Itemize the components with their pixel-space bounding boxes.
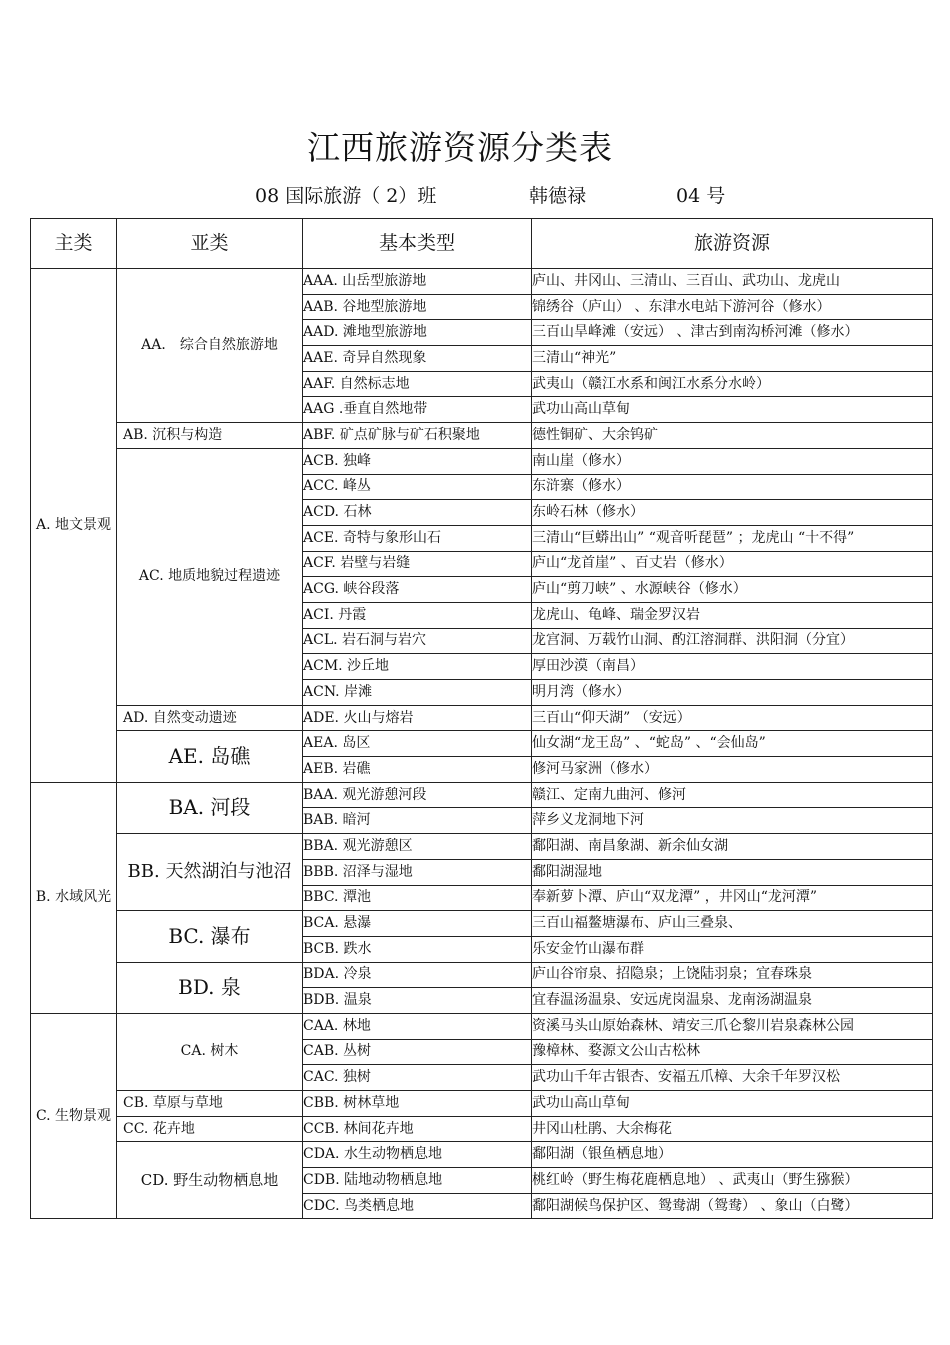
table-row: [31, 911, 933, 937]
class-info: 08 国际旅游（ 2）班: [255, 185, 437, 207]
main-class-c: C. 生物景观: [31, 1013, 117, 1219]
resource-cell: 萍乡义龙洞地下河: [532, 808, 933, 834]
resource-cell: 东岭石林（修水）: [532, 500, 933, 526]
student-number: 04 号: [676, 185, 726, 207]
resource-cell: 厚田沙漠（南昌）: [532, 654, 933, 680]
type-cell: BCA. 悬瀑: [303, 911, 532, 937]
resource-cell: 鄱阳湖湿地: [532, 859, 933, 885]
resource-cell: 锦绣谷（庐山） 、东津水电站下游河谷（修水）: [532, 294, 933, 320]
subclass-ae: AE. 岛礁: [117, 731, 303, 782]
subclass-ad: AD. 自然变动遗迹: [117, 705, 303, 731]
type-cell: AAF. 自然标志地: [303, 371, 532, 397]
type-cell: BAA. 观光游憩河段: [303, 782, 532, 808]
type-cell: BBA. 观光游憩区: [303, 834, 532, 860]
resource-cell: 修河马家洲（修水）: [532, 757, 933, 783]
table-row: [31, 423, 933, 449]
subclass-aa: AA． 综合自然旅游地: [117, 269, 303, 423]
document-title: 江西旅游资源分类表: [307, 128, 613, 167]
resource-cell: 豫樟林、婺源文公山古松林: [532, 1039, 933, 1065]
type-cell: ACB. 独峰: [303, 448, 532, 474]
type-cell: ACN. 岸滩: [303, 680, 532, 706]
resource-cell: 鄱阳湖候鸟保护区、鸳鸯湖（鸳鸯） 、象山（白鹭）: [532, 1193, 933, 1219]
subclass-ab: AB. 沉积与构造: [117, 423, 303, 449]
type-cell: ACF. 岩壁与岩缝: [303, 551, 532, 577]
type-cell: ACI. 丹霞: [303, 602, 532, 628]
type-cell: BCB. 跌水: [303, 936, 532, 962]
resource-cell: 乐安金竹山瀑布群: [532, 936, 933, 962]
subclass-cb: CB. 草原与草地: [117, 1091, 303, 1117]
resource-cell: 庐山“龙首崖” 、百丈岩（修水）: [532, 551, 933, 577]
table-row: [31, 834, 933, 860]
table-row: [31, 1091, 933, 1117]
type-cell: CCB. 林间花卉地: [303, 1116, 532, 1142]
resource-cell: 井冈山杜鹃、大余梅花: [532, 1116, 933, 1142]
type-cell: BBC. 潭池: [303, 885, 532, 911]
type-cell: ACL. 岩石洞与岩穴: [303, 628, 532, 654]
header-resource: 旅游资源: [532, 219, 933, 269]
resource-cell: 鄱阳湖（银鱼栖息地）: [532, 1142, 933, 1168]
table-row: [31, 782, 933, 808]
resource-cell: 宜春温汤温泉、安远虎岗温泉、龙南汤湖温泉: [532, 988, 933, 1014]
resource-cell: 东浒寨（修水）: [532, 474, 933, 500]
header-row: [31, 219, 933, 269]
type-cell: CDC. 鸟类栖息地: [303, 1193, 532, 1219]
resource-cell: 武功山千年古银杏、安福五爪樟、大余千年罗汉松: [532, 1065, 933, 1091]
resource-cell: 龙宫洞、万载竹山洞、酌江溶洞群、洪阳洞（分宜）: [532, 628, 933, 654]
type-cell: BDB. 温泉: [303, 988, 532, 1014]
type-cell: AEB. 岩礁: [303, 757, 532, 783]
type-cell: CAA. 林地: [303, 1013, 532, 1039]
resource-cell: 三百山旱峰滩（安远） 、津古到南沟桥河滩（修水）: [532, 320, 933, 346]
resource-cell: 三清山“神光”: [532, 346, 933, 372]
type-cell: ACC. 峰丛: [303, 474, 532, 500]
type-cell: BAB. 暗河: [303, 808, 532, 834]
classification-table: [30, 218, 933, 1219]
subclass-ac: AC. 地质地貌过程遗迹: [117, 448, 303, 705]
resource-cell: 三百山“仰天湖” （安远）: [532, 705, 933, 731]
type-cell: ACG. 峡谷段落: [303, 577, 532, 603]
resource-cell: 庐山“剪刀峡” 、水源峡谷（修水）: [532, 577, 933, 603]
type-cell: CDA. 水生动物栖息地: [303, 1142, 532, 1168]
main-class-b: B. 水域风光: [31, 782, 117, 1013]
type-cell: BDA. 冷泉: [303, 962, 532, 988]
resource-cell: 武功山高山草甸: [532, 397, 933, 423]
type-cell: CDB. 陆地动物栖息地: [303, 1168, 532, 1194]
resource-cell: 武夷山（赣江水系和闽江水系分水岭）: [532, 371, 933, 397]
table-row: [31, 1142, 933, 1168]
resource-cell: 明月湾（修水）: [532, 680, 933, 706]
subclass-ca: CA. 树木: [117, 1013, 303, 1090]
table-row: [31, 269, 933, 295]
type-cell: ACM. 沙丘地: [303, 654, 532, 680]
table-row: [31, 1013, 933, 1039]
type-cell: AAD. 滩地型旅游地: [303, 320, 532, 346]
resource-cell: 仙女湖“龙王岛” 、“蛇岛” 、“会仙岛”: [532, 731, 933, 757]
resource-cell: 庐山、井冈山、三清山、三百山、武功山、龙虎山: [532, 269, 933, 295]
type-cell: BBB. 沼泽与湿地: [303, 859, 532, 885]
type-cell: ACE. 奇特与象形山石: [303, 525, 532, 551]
subclass-bd: BD. 泉: [117, 962, 303, 1013]
type-cell: AAG .垂直自然地带: [303, 397, 532, 423]
header-basic-type: 基本类型: [303, 219, 532, 269]
table-row: [31, 1116, 933, 1142]
type-cell: AAA. 山岳型旅游地: [303, 269, 532, 295]
type-cell: AAB. 谷地型旅游地: [303, 294, 532, 320]
subclass-cd: CD. 野生动物栖息地: [117, 1142, 303, 1219]
resource-cell: 南山崖（修水）: [532, 448, 933, 474]
type-cell: CBB. 树林草地: [303, 1091, 532, 1117]
type-cell: ACD. 石林: [303, 500, 532, 526]
type-cell: ABF. 矿点矿脉与矿石积聚地: [303, 423, 532, 449]
resource-cell: 赣江、定南九曲河、修河: [532, 782, 933, 808]
subclass-ba: BA. 河段: [117, 782, 303, 833]
table-row: [31, 962, 933, 988]
resource-cell: 武功山高山草甸: [532, 1091, 933, 1117]
type-cell: AEA. 岛区: [303, 731, 532, 757]
header-main-class: 主类: [31, 219, 117, 269]
resource-cell: 奉新萝卜潭、庐山“双龙潭” ，井冈山“龙河潭”: [532, 885, 933, 911]
resource-cell: 德性铜矿、大余钨矿: [532, 423, 933, 449]
subclass-bb: BB. 天然湖泊与池沼: [117, 834, 303, 911]
type-cell: CAC. 独树: [303, 1065, 532, 1091]
type-cell: ADE. 火山与熔岩: [303, 705, 532, 731]
subclass-cc: CC. 花卉地: [117, 1116, 303, 1142]
resource-cell: 三清山“巨蟒出山” “观音听琵琶” ；龙虎山 “十不得”: [532, 525, 933, 551]
main-class-a: A. 地文景观: [31, 269, 117, 783]
table-row: [31, 705, 933, 731]
header-subclass: 亚类: [117, 219, 303, 269]
resource-cell: 龙虎山、龟峰、瑞金罗汉岩: [532, 602, 933, 628]
type-cell: AAE. 奇异自然现象: [303, 346, 532, 372]
type-cell: CAB. 丛树: [303, 1039, 532, 1065]
subclass-bc: BC. 瀑布: [117, 911, 303, 962]
resource-cell: 资溪马头山原始森林、靖安三爪仑黎川岩泉森林公园: [532, 1013, 933, 1039]
resource-cell: 鄱阳湖、南昌象湖、新余仙女湖: [532, 834, 933, 860]
table-row: [31, 448, 933, 474]
resource-cell: 庐山谷帘泉、招隐泉；上饶陆羽泉；宜春珠泉: [532, 962, 933, 988]
student-name: 韩德禄: [529, 185, 587, 207]
table-row: [31, 731, 933, 757]
resource-cell: 三百山福鳌塘瀑布、庐山三叠泉、: [532, 911, 933, 937]
resource-cell: 桃红岭（野生梅花鹿栖息地） 、武夷山（野生猕猴）: [532, 1168, 933, 1194]
